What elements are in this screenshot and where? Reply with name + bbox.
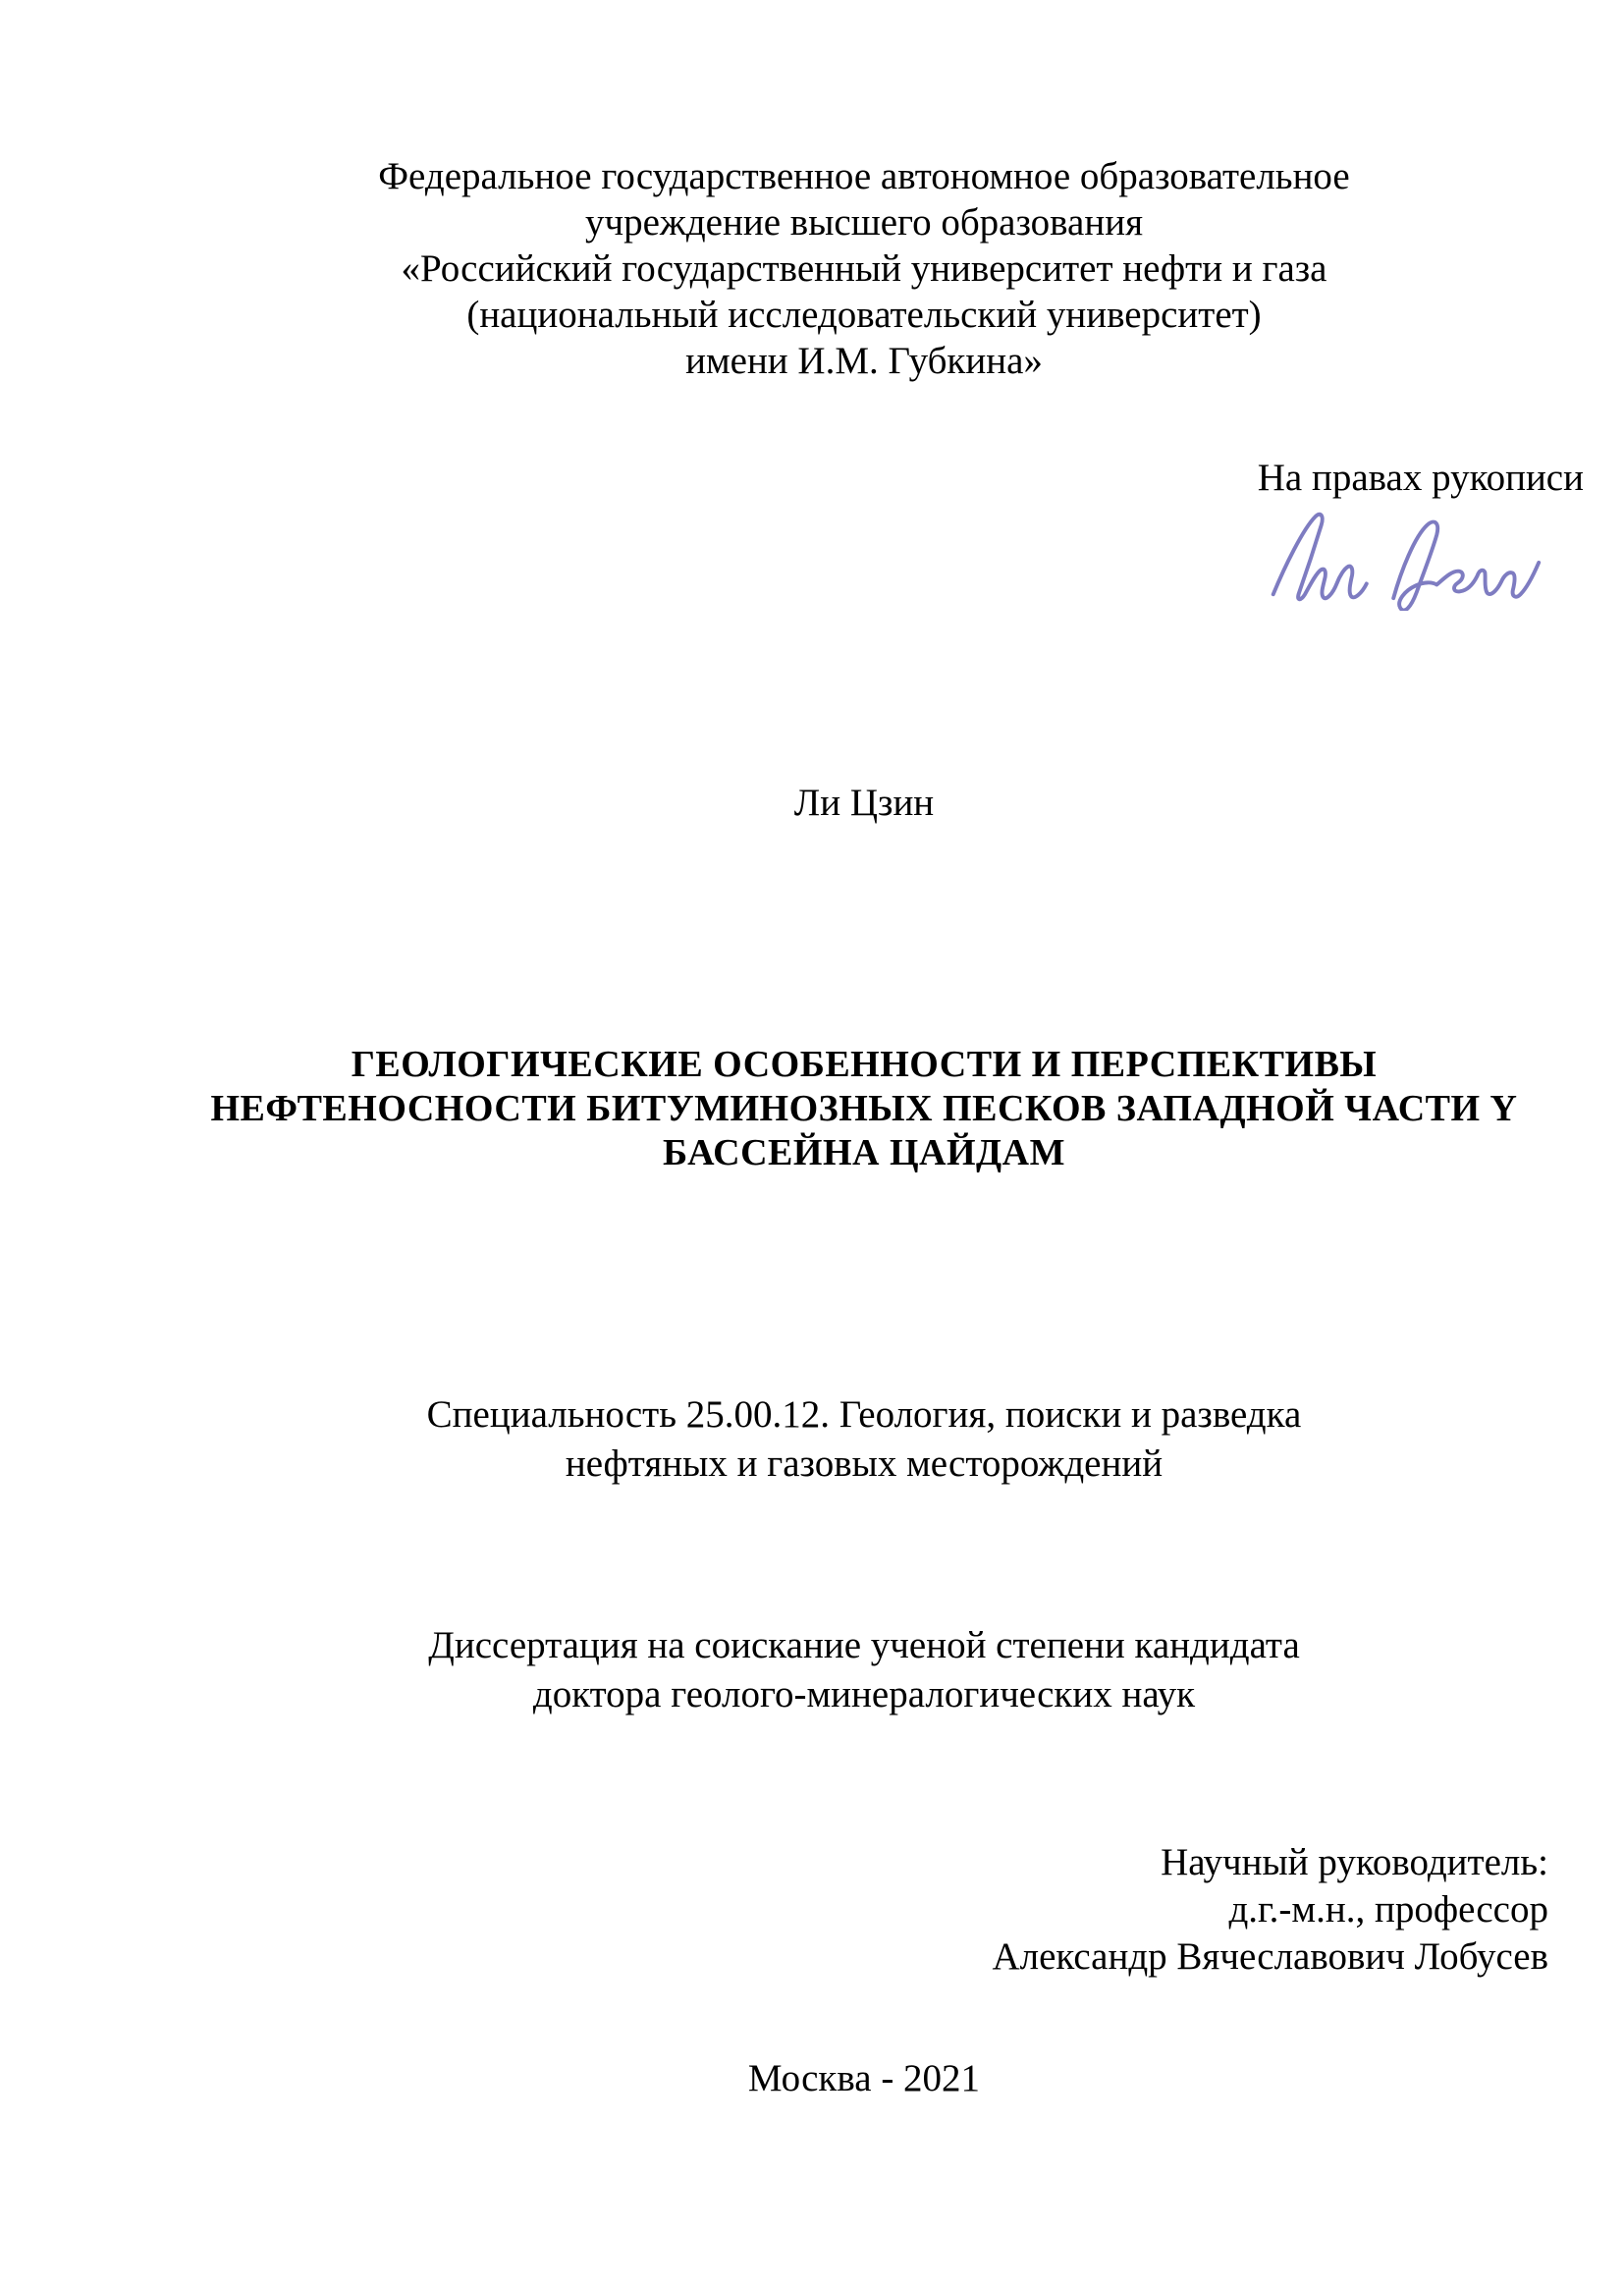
title-line-3: БАССЕЙНА ЦАЙДАМ <box>663 1132 1065 1173</box>
institution-line-2: учреждение высшего образования <box>584 201 1144 244</box>
degree-block <box>165 1621 1563 1719</box>
institution-header <box>165 153 1563 384</box>
specialty-line-2: нефтяных и газовых месторождений <box>565 1442 1164 1485</box>
signature-stroke-second-word <box>1393 522 1539 611</box>
author-name: Ли Цзин <box>793 782 935 824</box>
degree-line-1: Диссертация на соискание ученой степени кандидата <box>428 1624 1300 1666</box>
supervisor-line-1: Научный руководитель: <box>1161 1841 1548 1883</box>
institution-line-3: «Российский государственный университет нефти и газа <box>401 247 1327 290</box>
title-line-1: ГЕОЛОГИЧЕСКИЕ ОСОБЕННОСТИ И ПЕРСПЕКТИВЫ <box>351 1044 1378 1085</box>
degree-line-2: доктора геолого-минералогических наук <box>532 1673 1196 1715</box>
signature-stroke-first-word <box>1273 515 1367 599</box>
specialty-line-1: Специальность 25.00.12. Геология, поиски и разведка <box>426 1393 1302 1436</box>
supervisor-block <box>992 1839 1548 1981</box>
supervisor-line-3: Александр Вячеславович Лобусев <box>992 1935 1548 1978</box>
supervisor-line-2: д.г.-м.н., профессор <box>1228 1888 1548 1931</box>
specialty-block <box>165 1390 1563 1489</box>
institution-line-5: имени И.М. Губкина» <box>685 340 1043 382</box>
manuscript-rights-note: На правах рукописи <box>1257 457 1584 499</box>
institution-line-4: (национальный исследовательский университет) <box>466 294 1262 336</box>
handwritten-signature <box>1260 505 1548 611</box>
institution-line-1: Федеральное государственное автономное образовательное <box>378 155 1350 197</box>
dissertation-title <box>165 1043 1563 1175</box>
city-year: Москва - 2021 <box>747 2057 981 2099</box>
title-line-2: НЕФТЕНОСНОСТИ БИТУМИНОЗНЫХ ПЕСКОВ ЗАПАДНОЙ ЧАСТИ Y <box>210 1088 1518 1129</box>
